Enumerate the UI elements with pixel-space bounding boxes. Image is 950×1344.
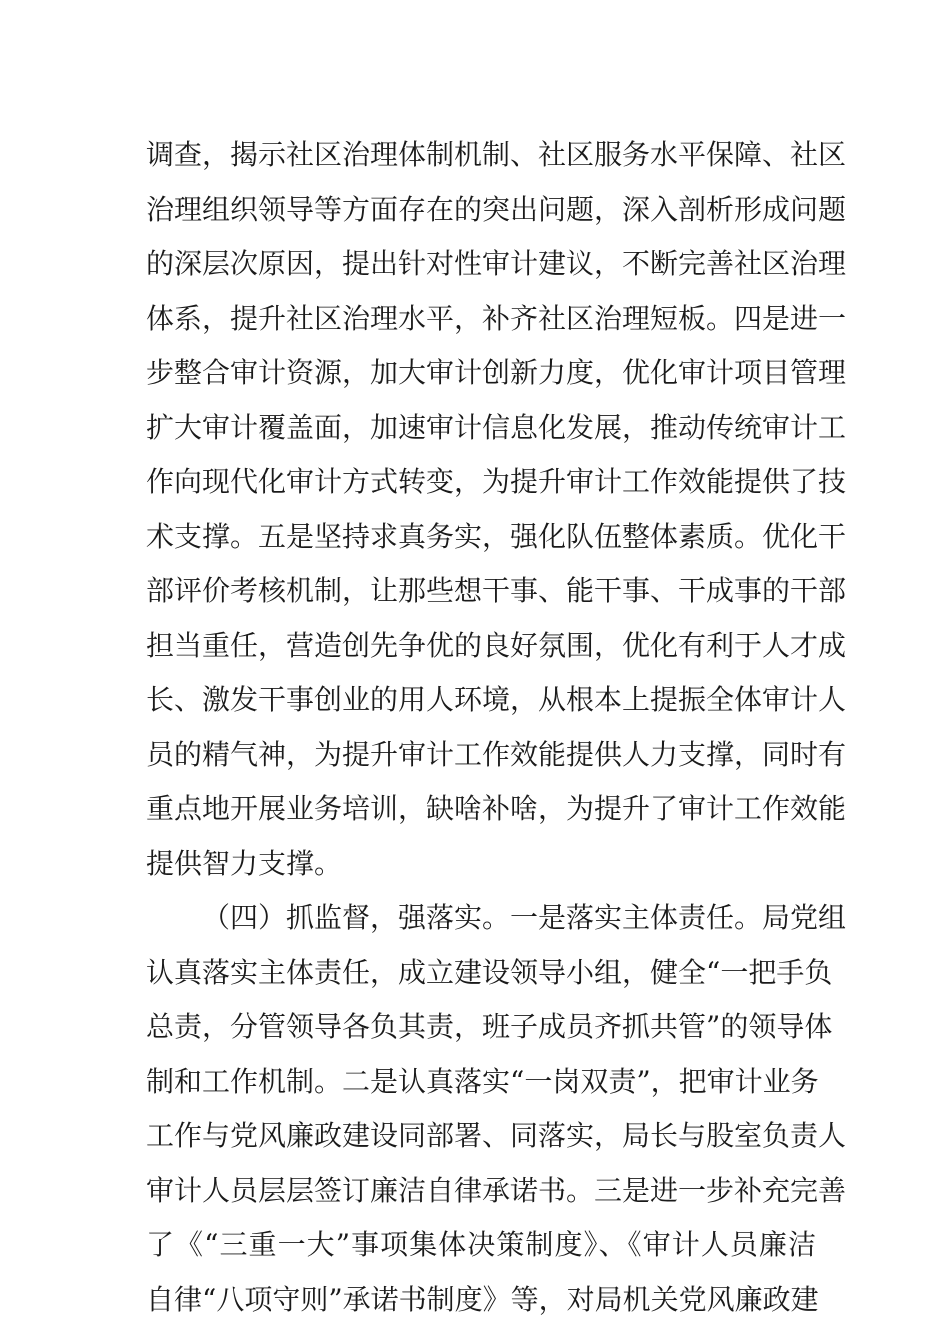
text-line: 担当重任，营造创先争优的良好氛围，优化有利于人才成 — [146, 628, 847, 662]
text-line: 了《“三重一大”事项集体决策制度》、《审计人员廉洁 — [146, 1228, 816, 1261]
text-line: 审计人员层层签订廉洁自律承诺书。三是进一步补充完善 — [146, 1173, 847, 1207]
paragraph-end-line: 提供智力支撑。 — [146, 846, 343, 880]
text-line: 调查，揭示社区治理体制机制、社区服务水平保障、社区 — [146, 138, 847, 171]
body-text — [146, 128, 847, 1327]
text-line: 治理组织领导等方面存在的突出问题，深入剖析形成问题 — [146, 192, 847, 226]
text-line: 长、激发干事创业的用人环境，从根本上提振全体审计人 — [146, 683, 847, 716]
text-line: 自律“八项守则”承诺书制度》等，对局机关党风廉政建 — [146, 1282, 819, 1316]
text-line: 术支撑。五是坚持求真务实，强化队伍整体素质。优化干 — [146, 519, 847, 553]
text-line: 部评价考核机制，让那些想干事、能干事、干成事的干部 — [146, 574, 847, 607]
text-line: 认真落实主体责任，成立建设领导小组，健全“一把手负 — [146, 955, 833, 989]
section-heading-line: （四）抓监督，强落实。一是落实主体责任。局党组 — [202, 901, 847, 934]
text-line: 重点地开展业务培训，缺啥补啥，为提升了审计工作效能 — [146, 792, 847, 825]
text-line: 制和工作机制。二是认真落实“一岗双责”，把审计业务 — [146, 1064, 819, 1098]
text-line: 作向现代化审计方式转变，为提升审计工作效能提供了技 — [146, 465, 847, 498]
text-line: 的深层次原因，提出针对性审计建议，不断完善社区治理 — [146, 247, 847, 280]
text-line: 扩大审计覆盖面，加速审计信息化发展，推动传统审计工 — [146, 410, 847, 444]
text-line: 步整合审计资源，加大审计创新力度，优化审计项目管理 — [146, 356, 847, 389]
text-line: 员的精气神，为提升审计工作效能提供人力支撑，同时有 — [146, 737, 847, 771]
text-line: 工作与党风廉政建设同部署、同落实，局长与股室负责人 — [146, 1119, 847, 1152]
text-line: 体系，提升社区治理水平，补齐社区治理短板。四是进一 — [146, 301, 847, 335]
text-line: 总责，分管领导各负其责，班子成员齐抓共管”的领导体 — [146, 1010, 833, 1043]
